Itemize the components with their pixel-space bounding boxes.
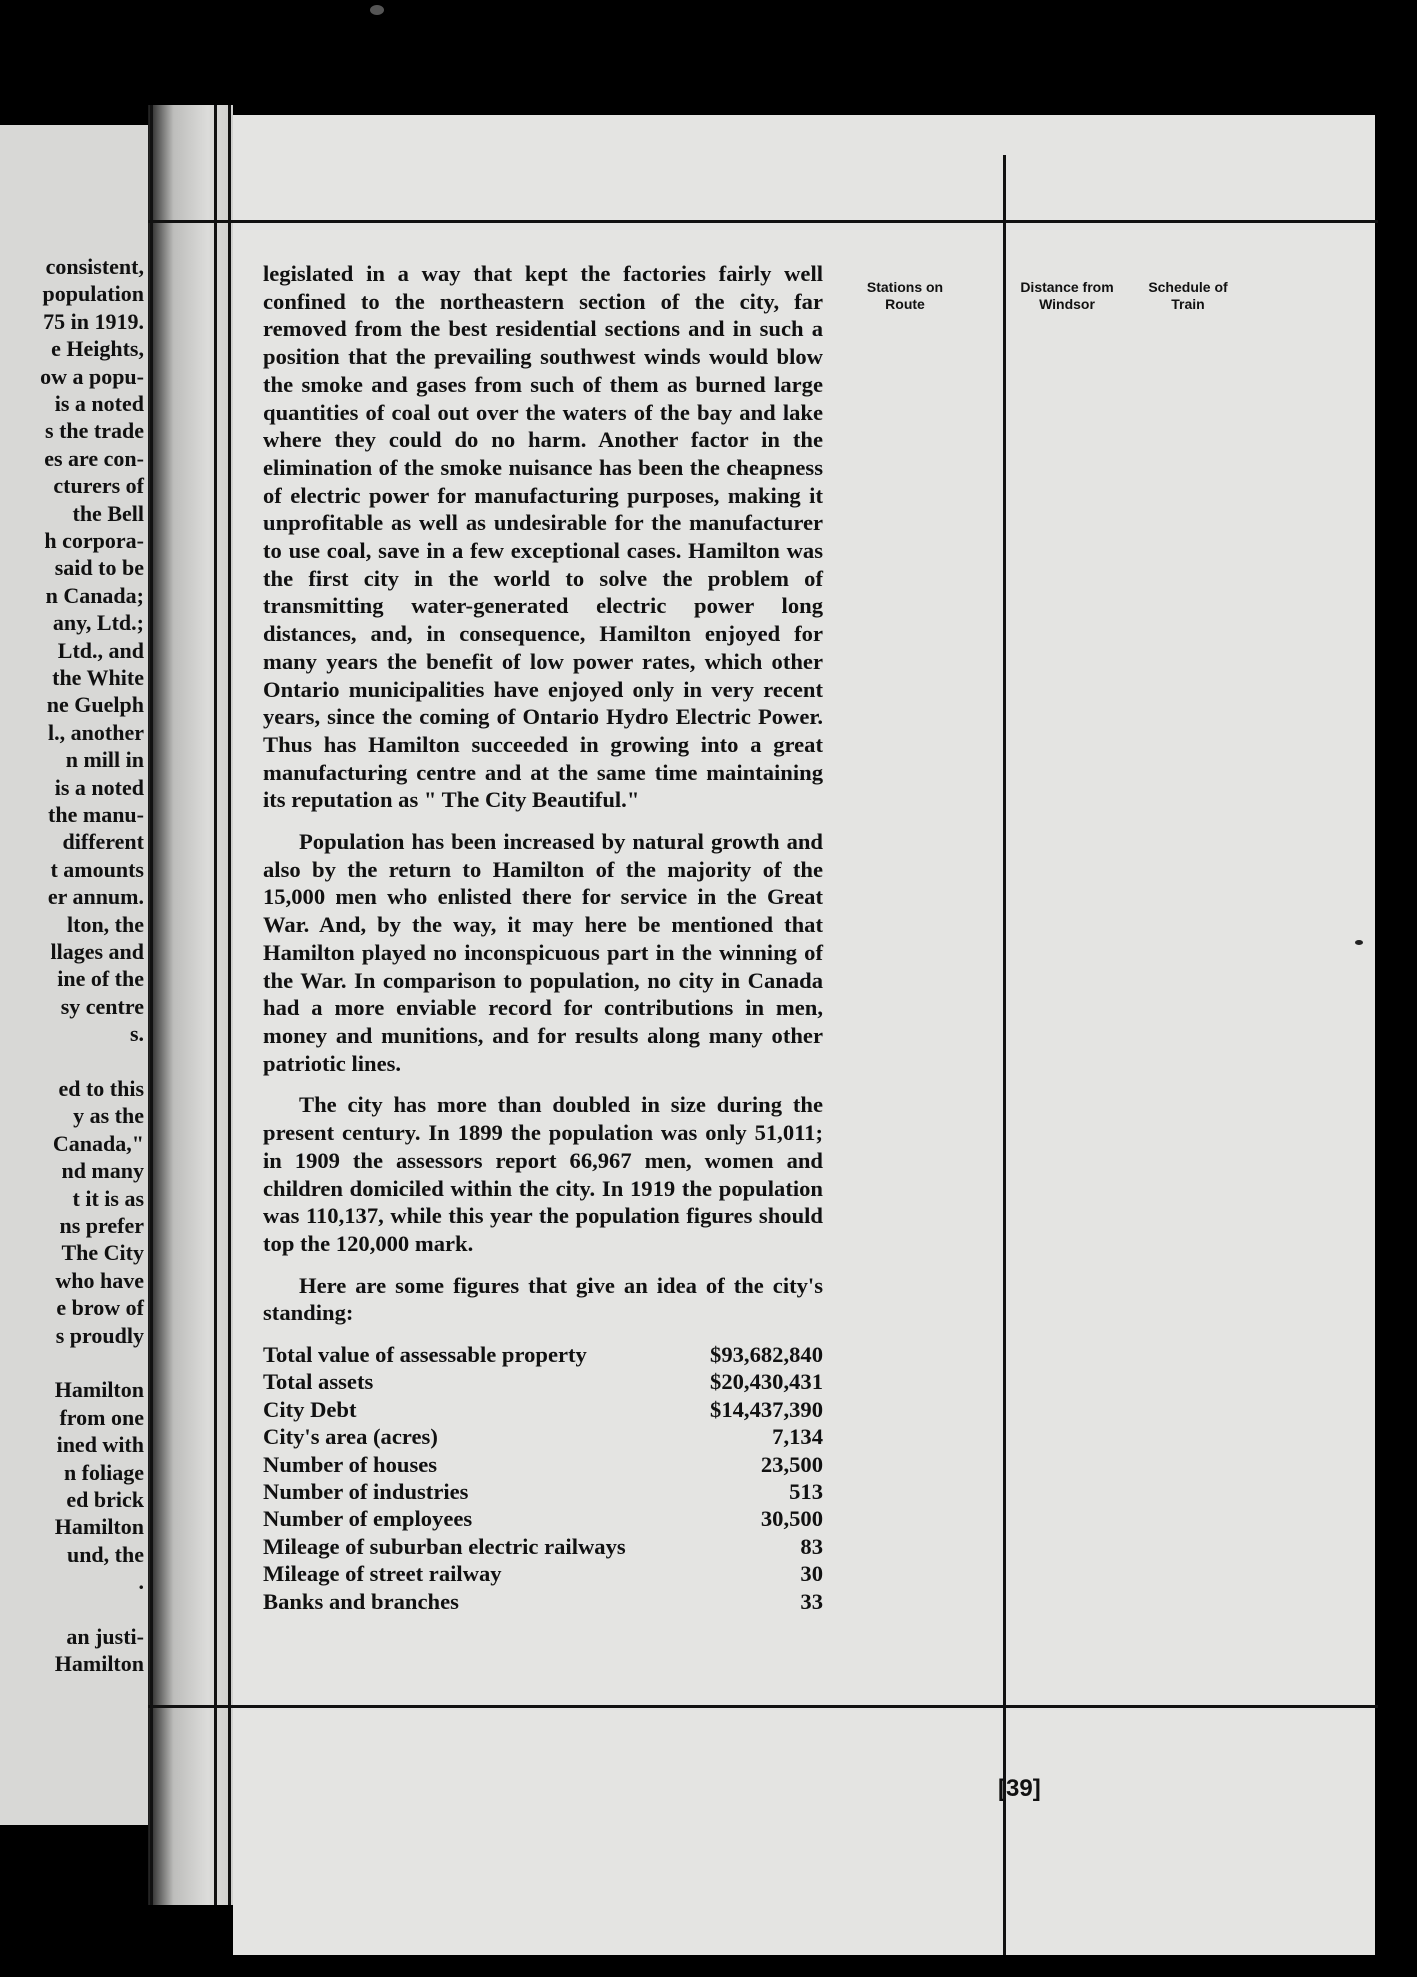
stats-row [263, 1560, 823, 1587]
left-page-line: ed to this [58, 1076, 144, 1101]
left-page-line: n mill in [65, 747, 144, 773]
stats-label: Number of employees [263, 1506, 473, 1532]
left-page-line: cturers of [53, 473, 144, 499]
left-page-fragment [0, 125, 148, 1825]
left-page-line: l., another [48, 719, 144, 745]
stats-row [263, 1396, 823, 1423]
bottom-rule [148, 1705, 1378, 1708]
paragraph: Population has been increased by natural growth and also by the return to Hamilton of the majority of the 15,000 men who enlisted there for service in the Great War. And, by the way, it may here be mentioned that Hamilton played no inconspicuous part in the winning of the War. In comparison to population, no city in Canada had a more enviable record for contributions in men, money and munitions, and for results along many other patriotic lines. [263, 829, 823, 1076]
stats-label: City's area (acres) [263, 1424, 438, 1450]
left-page-line: er annum. [47, 884, 144, 910]
stats-row [263, 1423, 823, 1450]
left-page-line: Hamilton [54, 1514, 144, 1540]
paragraph: legislated in a way that kept the factories fairly well confined to the northeastern section of the city, far removed from the best residential sections and in such a position that the prevailing southwest winds would blow the smoke and gases from such of them as burned large quantities of coal out over the waters of the bay and lake where they could do no harm. Another factor in the elimination of the smoke nuisance has been the cheapness of electric power for manufacturing purposes, making it unprofitable as well as undesirable for the manufacturer to use coal, save in a few exceptional cases. Hamilton was the first city in the world to solve the problem of transmitting water-generated electric power long distances, and, in consequence, Hamilton enjoyed for many years the benefit of low power rates, which other Ontario municipalities have enjoyed only in very recent years, since the coming of Ontario Hydro Electric Power. Thus has Hamilton succeeded in growing into a great manufacturing centre and at the same time maintaining its reputation as " The City Beautiful." [263, 261, 823, 813]
right-page [233, 115, 1375, 1955]
left-page-line: different [62, 829, 144, 855]
left-page-line: . [138, 1569, 144, 1595]
stats-row [263, 1588, 823, 1615]
stats-label: Total assets [263, 1369, 374, 1395]
stats-value: 30,500 [760, 1506, 823, 1532]
left-page-line: population [42, 281, 144, 307]
left-page-line: e brow of [56, 1295, 144, 1321]
left-page-line: llages and [50, 939, 144, 964]
leader-dots [626, 1588, 704, 1615]
top-rule [148, 220, 1378, 223]
stats-value: 83 [800, 1533, 823, 1559]
leader-dots [626, 1396, 704, 1423]
left-page-line: t it is as [72, 1185, 144, 1211]
stats-value: 23,500 [760, 1451, 823, 1477]
left-page-line: y as the [73, 1103, 144, 1129]
left-page-line: from one [59, 1404, 144, 1430]
leader-dots [626, 1505, 704, 1532]
left-page-line: n foliage [63, 1459, 144, 1485]
left-page-line: s the trade [45, 418, 144, 444]
city-statistics-table [263, 1341, 823, 1615]
leader-dots [626, 1451, 704, 1478]
column-divider [1003, 155, 1006, 1955]
stats-row [263, 1368, 823, 1395]
left-page-line: nd many [61, 1158, 144, 1184]
left-page-line: h corpora- [44, 528, 144, 553]
left-page-line: ne Guelph [46, 692, 144, 718]
left-page-line: n Canada; [45, 582, 144, 608]
left-page-line: is a noted [54, 391, 144, 416]
article-body [263, 260, 823, 1615]
stats-row [263, 1505, 823, 1532]
left-page-line: ined with [56, 1432, 144, 1458]
left-page-line: Hamilton [54, 1651, 144, 1677]
stats-label: Number of houses [263, 1451, 438, 1477]
left-page-line: ow a popu- [40, 363, 144, 389]
stats-value: $14,437,390 [710, 1396, 823, 1422]
left-page-line: the White [52, 665, 144, 690]
left-page-line: und, the [66, 1541, 144, 1567]
stats-label: City Debt [263, 1396, 357, 1422]
left-page-line: t amounts [50, 856, 144, 882]
column-header-schedule: Schedule of Train [1148, 279, 1228, 312]
left-page-line: said to be [54, 555, 144, 581]
stats-label: Banks and branches [263, 1588, 459, 1614]
stats-value: 7,134 [772, 1424, 823, 1450]
left-page-line: who have [55, 1267, 144, 1293]
left-page-line: lton, the [67, 911, 144, 937]
stats-intro: Here are some figures that give an idea of the city's standing: [263, 1272, 823, 1326]
left-page-line: 75 in 1919. [43, 308, 144, 334]
leader-dots [626, 1368, 704, 1395]
paragraph: The city has more than doubled in size during the present century. In 1899 the population was only 51,011; in 1909 the assessors report 66,967 men, women and children domiciled within the city. In 1919 the population was 110,137, while this year the population figures should top the 120,000 mark. [263, 1092, 823, 1256]
left-page-line: The City [61, 1240, 144, 1266]
left-page-line: es are con- [44, 445, 144, 471]
stats-label: Mileage of suburban electric railways [263, 1533, 626, 1559]
stats-value: 513 [789, 1479, 823, 1505]
left-page-line: an justi- [66, 1624, 144, 1649]
column-header-distance: Distance from Windsor [1020, 279, 1114, 312]
leader-dots [626, 1533, 704, 1560]
left-page-line: s. [129, 1021, 144, 1047]
stats-value: $20,430,431 [710, 1369, 823, 1395]
left-page-line: s proudly [55, 1322, 144, 1348]
stats-label: Mileage of street railway [263, 1561, 502, 1587]
scan-speck [1355, 940, 1363, 945]
stats-label: Number of industries [263, 1479, 469, 1505]
left-page-line: is a noted [54, 774, 144, 800]
leader-dots [626, 1341, 704, 1368]
left-page-line: ns prefer [59, 1213, 144, 1238]
stats-value: 33 [800, 1588, 823, 1614]
leader-dots [626, 1478, 704, 1505]
stats-row [263, 1341, 823, 1368]
left-page-line: Ltd., and [57, 637, 144, 663]
column-header-stations: Stations on Route [866, 279, 944, 312]
book-gutter [148, 105, 233, 1905]
left-page-line: Hamilton [54, 1377, 144, 1403]
stats-value: 30 [800, 1561, 823, 1587]
left-page-line: e Heights, [51, 336, 144, 362]
stats-row [263, 1478, 823, 1505]
left-page-line: consistent, [45, 254, 144, 279]
left-page-line: Canada," [52, 1130, 144, 1156]
page-number: [39] [998, 1775, 1041, 1802]
left-page-line: any, Ltd.; [52, 610, 144, 636]
leader-dots [626, 1423, 704, 1450]
left-page-line: the Bell [72, 500, 144, 526]
left-page-line: ed brick [66, 1487, 144, 1512]
stats-value: $93,682,840 [710, 1342, 823, 1368]
stats-row [263, 1533, 823, 1560]
leader-dots [626, 1560, 704, 1587]
left-page-line: the manu- [48, 802, 144, 827]
scan-speck [370, 5, 384, 15]
left-page-line: sy centre [60, 993, 144, 1019]
stats-row [263, 1451, 823, 1478]
stats-label: Total value of assessable property [263, 1342, 587, 1368]
left-page-line: ine of the [57, 966, 144, 992]
